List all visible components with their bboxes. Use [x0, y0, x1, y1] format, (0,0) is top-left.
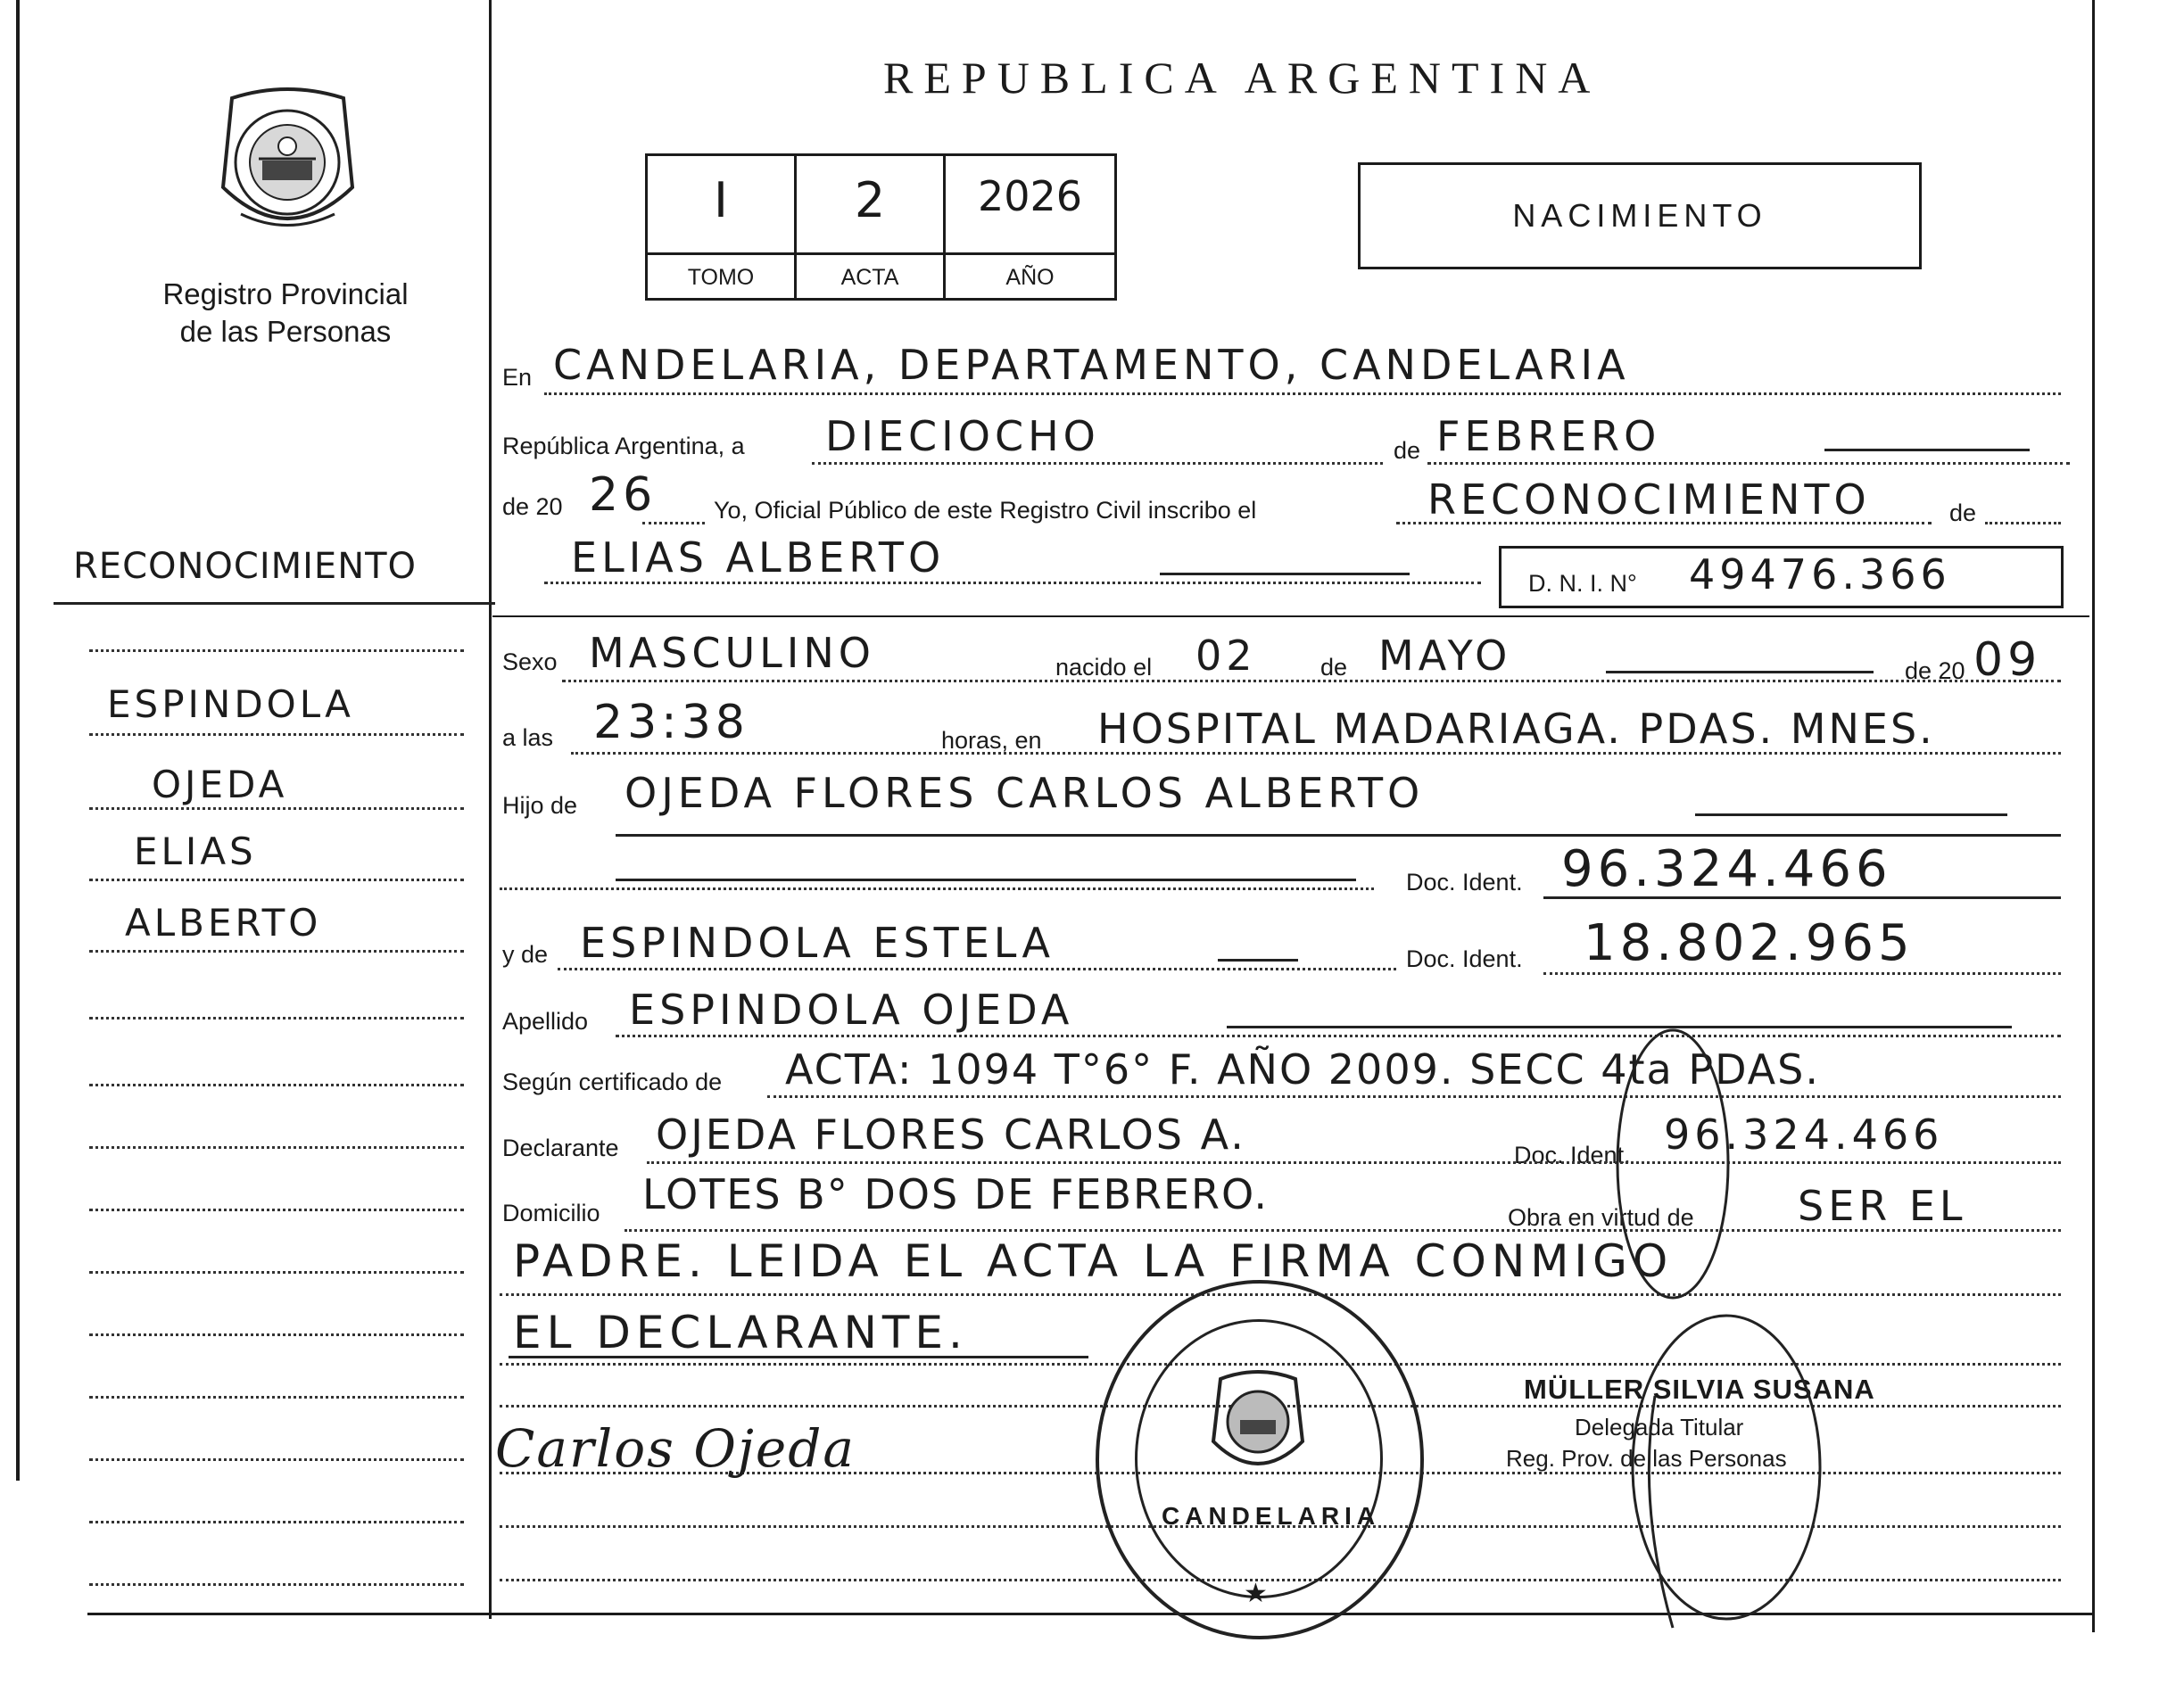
- stamp-emblem: [1204, 1368, 1311, 1484]
- registry-name-line2: de las Personas: [179, 315, 392, 348]
- dni-box: [1499, 546, 2064, 608]
- line: [616, 1035, 2061, 1037]
- fill-line: [1543, 896, 2061, 899]
- anio-value: 2026: [977, 172, 1083, 220]
- margin-line: [89, 1084, 464, 1086]
- acta-value: 2: [854, 172, 886, 228]
- birth-time: 23:38: [593, 696, 749, 749]
- year-prefix: de 20: [502, 493, 563, 520]
- box-label-divider: [645, 252, 1117, 255]
- acta-box: [794, 153, 946, 301]
- en-label: En: [502, 364, 533, 391]
- underline: [509, 1356, 1088, 1358]
- line: [500, 887, 1374, 890]
- margin-line: [89, 1209, 464, 1211]
- line: [1427, 462, 2070, 465]
- birth-place: HOSPITAL MADARIAGA. PDAS. MNES.: [1097, 705, 1935, 753]
- republica-label: República Argentina, a: [502, 433, 745, 459]
- margin-line: [89, 807, 464, 810]
- margin-line: [89, 1583, 464, 1586]
- registry-name-line1: Registro Provincial: [162, 277, 409, 310]
- margin-line: [89, 1017, 464, 1019]
- line: [544, 392, 2061, 395]
- fill-line: [616, 834, 2061, 837]
- de-label-3: de: [1320, 654, 1348, 681]
- fill-line: [1218, 959, 1298, 962]
- sexo-label: Sexo: [502, 648, 558, 675]
- yde-label: y de: [502, 941, 549, 968]
- domicilio-value: LOTES B° DOS DE FEBRERO.: [642, 1170, 1269, 1218]
- inscription-type: RECONOCIMIENTO: [1427, 475, 1871, 524]
- margin-surname-2: OJEDA: [152, 763, 288, 806]
- continuation-line-2: EL DECLARANTE.: [513, 1307, 968, 1358]
- nacido-label: nacido el: [1055, 654, 1153, 681]
- de-label: de: [1394, 437, 1421, 464]
- anio-box: [943, 153, 1117, 301]
- margin-line: [89, 733, 464, 736]
- child-name: ELIAS ALBERTO: [571, 533, 946, 582]
- line: [642, 522, 705, 524]
- stamp-location: CANDELARIA: [1162, 1502, 1381, 1530]
- line: [767, 1095, 2061, 1098]
- domicilio-label: Domicilio: [502, 1200, 600, 1226]
- de-label-2: de: [1949, 499, 1977, 526]
- official-stamp: [1096, 1280, 1424, 1639]
- tomo-value: I: [714, 172, 728, 228]
- margin-line: [89, 950, 464, 953]
- doc-ident-label-3: Doc. Ident.: [1514, 1142, 1631, 1168]
- continuation-line-1: PADRE. LEIDA EL ACTA LA FIRMA CONMIGO: [513, 1235, 1674, 1287]
- official-signature: [1601, 1003, 1833, 1646]
- birth-month: MAYO: [1378, 632, 1512, 680]
- margin-line: [89, 1521, 464, 1523]
- birth-year-prefix: de 20: [1905, 657, 1965, 684]
- dni-label: D. N. I. N°: [1528, 570, 1637, 597]
- line: [625, 1229, 2061, 1232]
- fill-line: [1695, 813, 2007, 816]
- mother-doc: 18.802.965: [1584, 914, 1915, 972]
- doc-ident-label: Doc. Ident.: [1406, 869, 1523, 896]
- acta-label: ACTA: [840, 265, 899, 290]
- birth-day: 02: [1195, 632, 1257, 680]
- horas-label: horas, en: [941, 727, 1042, 754]
- line: [544, 582, 1481, 584]
- official-name: MÜLLER SILVIA SUSANA: [1524, 1374, 1875, 1405]
- margin-line: [89, 1333, 464, 1336]
- fill-line: [1824, 449, 2030, 451]
- obra-label: Obra en virtud de: [1508, 1204, 1694, 1231]
- fill-line: [1606, 671, 1874, 673]
- stamp-star-icon: ★: [1244, 1579, 1268, 1608]
- birth-year: 09: [1973, 633, 2042, 687]
- fill-line: [1160, 573, 1410, 575]
- doc-ident-label-2: Doc. Ident.: [1406, 945, 1523, 972]
- father-name: OJEDA FLORES CARLOS ALBERTO: [625, 769, 1425, 817]
- father-doc: 96.324.466: [1561, 840, 1892, 898]
- column-divider: [489, 0, 492, 1619]
- dni-value: 49476.366: [1689, 550, 1951, 598]
- fill-line: [616, 879, 1356, 881]
- margin-given-1: ELIAS: [134, 830, 257, 873]
- yo-text: Yo, Oficial Público de este Registro Civil inscribo el: [714, 497, 1257, 524]
- sexo-value: MASCULINO: [589, 629, 875, 677]
- registration-year: 26: [589, 468, 658, 522]
- registration-day: DIECIOCHO: [825, 412, 1100, 460]
- obra-value: SER EL: [1798, 1182, 1967, 1230]
- declarant-signature: Carlos Ojeda: [495, 1418, 856, 1479]
- tomo-box: [645, 153, 797, 301]
- margin-line: [89, 1396, 464, 1399]
- line: [1396, 522, 1932, 524]
- official-title: Delegada Titular: [1575, 1414, 1744, 1440]
- declarante-value: OJEDA FLORES CARLOS A.: [656, 1110, 1246, 1159]
- margin-underline: [54, 602, 495, 605]
- margin-line: [89, 1271, 464, 1274]
- left-margin-border: [16, 0, 20, 1481]
- right-border: [2092, 0, 2095, 1632]
- line: [647, 1161, 2061, 1164]
- line: [562, 680, 2061, 682]
- mother-name: ESPINDOLA ESTELA: [580, 919, 1055, 967]
- place-of-registration: CANDELARIA, DEPARTAMENTO, CANDELARIA: [553, 341, 1630, 389]
- page-title: REPUBLICA ARGENTINA: [883, 53, 1601, 103]
- margin-line: [89, 1458, 464, 1461]
- anio-label: AÑO: [1005, 265, 1055, 290]
- margin-line: [89, 1146, 464, 1149]
- line: [1985, 522, 2061, 524]
- segun-value: ACTA: 1094 T°6° F. AÑO 2009. SECC 4ta PDAS.: [785, 1045, 1820, 1094]
- margin-note-title: RECONOCIMIENTO: [73, 546, 418, 587]
- record-type: NACIMIENTO: [1512, 197, 1767, 234]
- alas-label: a las: [502, 724, 554, 751]
- margin-line: [89, 649, 464, 652]
- margin-surname-1: ESPINDOLA: [107, 682, 354, 726]
- declarante-doc: 96.324.466: [1664, 1110, 1944, 1159]
- line: [558, 968, 1396, 970]
- apellido-value: ESPINDOLA OJEDA: [629, 986, 1074, 1034]
- margin-given-2: ALBERTO: [125, 901, 322, 945]
- registration-month: FEBRERO: [1436, 412, 1661, 460]
- row-divider: [492, 615, 2089, 617]
- segun-label: Según certificado de: [502, 1069, 723, 1095]
- official-org: Reg. Prov. de las Personas: [1506, 1445, 1787, 1472]
- record-type-box: [1358, 162, 1922, 269]
- declarante-label: Declarante: [502, 1135, 619, 1161]
- misiones-seal: [205, 80, 370, 245]
- apellido-label: Apellido: [502, 1008, 589, 1035]
- margin-line: [89, 879, 464, 881]
- line: [1543, 972, 2061, 975]
- tomo-label: TOMO: [687, 265, 755, 290]
- line: [812, 462, 1383, 465]
- line: [571, 752, 2061, 755]
- hijo-label: Hijo de: [502, 792, 578, 819]
